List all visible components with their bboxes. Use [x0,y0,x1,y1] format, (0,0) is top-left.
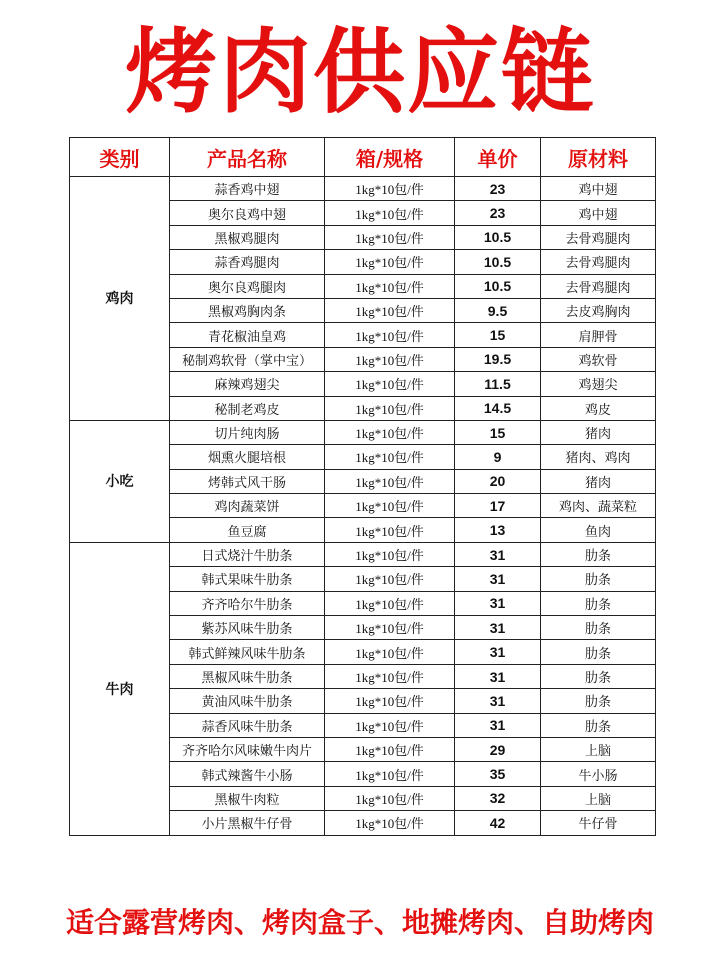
header-material: 原材料 [541,138,656,177]
price-cell: 19.5 [455,347,541,371]
table-row [70,542,656,566]
price-cell: 13 [455,518,541,542]
material-cell: 上脑 [541,737,656,761]
material-cell: 去骨鸡腿肉 [541,225,656,249]
material-cell: 牛仔骨 [541,811,656,835]
product-name-cell: 韩式辣酱牛小肠 [170,762,325,786]
table-header [70,138,656,177]
price-cell: 31 [455,689,541,713]
spec-cell: 1kg*10包/件 [325,713,455,737]
spec-cell: 1kg*10包/件 [325,201,455,225]
product-name-cell: 切片纯肉肠 [170,420,325,444]
material-cell: 牛小肠 [541,762,656,786]
material-cell: 肋条 [541,713,656,737]
material-cell: 上脑 [541,786,656,810]
material-cell: 鱼肉 [541,518,656,542]
spec-cell: 1kg*10包/件 [325,640,455,664]
product-name-cell: 黑椒风味牛肋条 [170,664,325,688]
material-cell: 猪肉 [541,420,656,444]
material-cell: 鸡中翅 [541,177,656,201]
spec-cell: 1kg*10包/件 [325,542,455,566]
spec-cell: 1kg*10包/件 [325,811,455,835]
spec-cell: 1kg*10包/件 [325,786,455,810]
material-cell: 肋条 [541,616,656,640]
material-cell: 肋条 [541,542,656,566]
price-cell: 42 [455,811,541,835]
price-cell: 29 [455,737,541,761]
table-row [70,177,656,201]
material-cell: 去骨鸡腿肉 [541,274,656,298]
header-row [70,138,656,177]
product-name-cell: 烟熏火腿培根 [170,445,325,469]
price-cell: 9 [455,445,541,469]
product-name-cell: 黄油风味牛肋条 [170,689,325,713]
material-cell: 肋条 [541,689,656,713]
material-cell: 肋条 [541,567,656,591]
product-name-cell: 鱼豆腐 [170,518,325,542]
category-cell: 牛肉 [70,542,170,835]
product-name-cell: 烤韩式风干肠 [170,469,325,493]
spec-cell: 1kg*10包/件 [325,177,455,201]
material-cell: 猪肉 [541,469,656,493]
material-cell: 肩胛骨 [541,323,656,347]
header-category: 类别 [70,138,170,177]
product-name-cell: 青花椒油皇鸡 [170,323,325,347]
header-spec: 箱/规格 [325,138,455,177]
spec-cell: 1kg*10包/件 [325,396,455,420]
price-cell: 31 [455,591,541,615]
price-cell: 35 [455,762,541,786]
product-name-cell: 麻辣鸡翅尖 [170,372,325,396]
product-table [69,137,656,836]
spec-cell: 1kg*10包/件 [325,494,455,518]
price-cell: 32 [455,786,541,810]
spec-cell: 1kg*10包/件 [325,762,455,786]
material-cell: 鸡肉、蔬菜粒 [541,494,656,518]
price-cell: 10.5 [455,250,541,274]
product-name-cell: 蒜香鸡腿肉 [170,250,325,274]
product-name-cell: 黑椒鸡腿肉 [170,225,325,249]
price-cell: 14.5 [455,396,541,420]
product-name-cell: 鸡肉蔬菜饼 [170,494,325,518]
material-cell: 肋条 [541,640,656,664]
spec-cell: 1kg*10包/件 [325,250,455,274]
material-cell: 去骨鸡腿肉 [541,250,656,274]
material-cell: 去皮鸡胸肉 [541,298,656,322]
page-title: 烤肉供应链 [124,19,595,126]
product-name-cell: 秘制老鸡皮 [170,396,325,420]
spec-cell: 1kg*10包/件 [325,225,455,249]
material-cell: 鸡中翅 [541,201,656,225]
spec-cell: 1kg*10包/件 [325,420,455,444]
product-name-cell: 紫苏风味牛肋条 [170,616,325,640]
spec-cell: 1kg*10包/件 [325,616,455,640]
spec-cell: 1kg*10包/件 [325,347,455,371]
table-row [70,420,656,444]
price-cell: 31 [455,713,541,737]
spec-cell: 1kg*10包/件 [325,737,455,761]
spec-cell: 1kg*10包/件 [325,567,455,591]
price-cell: 31 [455,567,541,591]
header-price: 单价 [455,138,541,177]
spec-cell: 1kg*10包/件 [325,298,455,322]
price-cell: 31 [455,616,541,640]
material-cell: 鸡皮 [541,396,656,420]
product-name-cell: 蒜香鸡中翅 [170,177,325,201]
price-cell: 23 [455,177,541,201]
spec-cell: 1kg*10包/件 [325,469,455,493]
product-name-cell: 黑椒鸡胸肉条 [170,298,325,322]
product-name-cell: 日式烧汁牛肋条 [170,542,325,566]
material-cell: 猪肉、鸡肉 [541,445,656,469]
spec-cell: 1kg*10包/件 [325,372,455,396]
price-cell: 10.5 [455,274,541,298]
category-cell: 鸡肉 [70,177,170,421]
product-name-cell: 奥尔良鸡腿肉 [170,274,325,298]
spec-cell: 1kg*10包/件 [325,323,455,347]
spec-cell: 1kg*10包/件 [325,518,455,542]
price-cell: 15 [455,420,541,444]
price-cell: 23 [455,201,541,225]
table-body [70,177,656,836]
material-cell: 鸡软骨 [541,347,656,371]
price-cell: 11.5 [455,372,541,396]
product-name-cell: 黑椒牛肉粒 [170,786,325,810]
price-cell: 31 [455,640,541,664]
material-cell: 肋条 [541,591,656,615]
product-name-cell: 韩式鲜辣风味牛肋条 [170,640,325,664]
price-cell: 10.5 [455,225,541,249]
price-cell: 20 [455,469,541,493]
product-name-cell: 蒜香风味牛肋条 [170,713,325,737]
product-name-cell: 齐齐哈尔牛肋条 [170,591,325,615]
price-cell: 31 [455,664,541,688]
product-name-cell: 齐齐哈尔风味嫩牛肉片 [170,737,325,761]
header-product-name: 产品名称 [170,138,325,177]
spec-cell: 1kg*10包/件 [325,591,455,615]
material-cell: 鸡翅尖 [541,372,656,396]
product-name-cell: 奥尔良鸡中翅 [170,201,325,225]
product-name-cell: 秘制鸡软骨（掌中宝） [170,347,325,371]
footer-slogan: 适合露营烤肉、烤肉盒子、地摊烤肉、自助烤肉 [65,906,654,939]
price-cell: 9.5 [455,298,541,322]
spec-cell: 1kg*10包/件 [325,664,455,688]
price-cell: 31 [455,542,541,566]
price-cell: 15 [455,323,541,347]
spec-cell: 1kg*10包/件 [325,445,455,469]
price-cell: 17 [455,494,541,518]
material-cell: 肋条 [541,664,656,688]
product-name-cell: 韩式果味牛肋条 [170,567,325,591]
category-cell: 小吃 [70,420,170,542]
spec-cell: 1kg*10包/件 [325,274,455,298]
product-name-cell: 小片黑椒牛仔骨 [170,811,325,835]
spec-cell: 1kg*10包/件 [325,689,455,713]
